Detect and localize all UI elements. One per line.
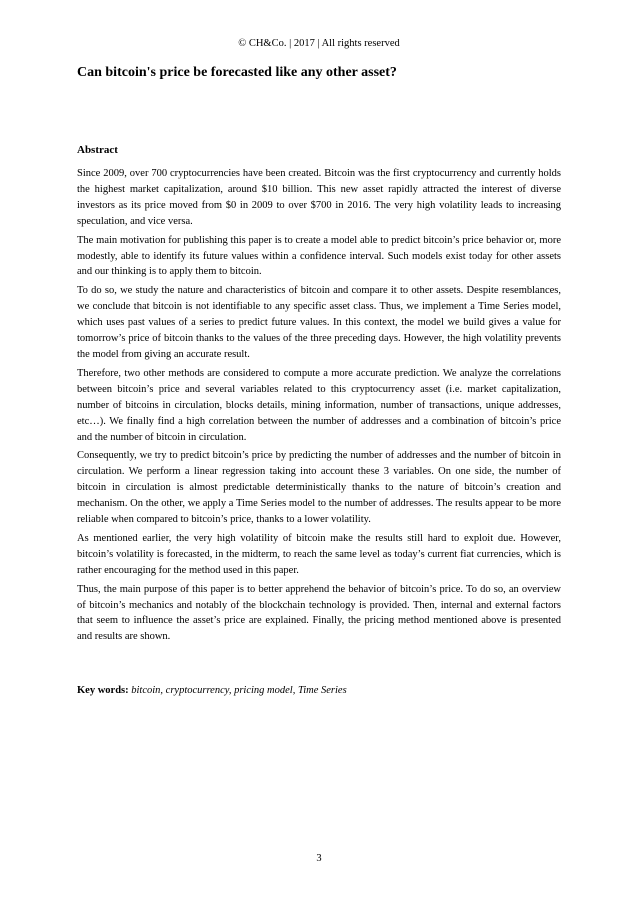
abstract-paragraph: Thus, the main purpose of this paper is to better apprehend the behavior of bitcoin’s price. To do so, an overview of bitcoin’s mechanics and notably of the blockchain technology is provided. Then, internal and external factors that seem to influence the asset’s price are explained. Finally, the pricing method mentioned above is presented and results are shown.	[77, 583, 561, 643]
abstract-body	[77, 166, 561, 648]
abstract-paragraph: As mentioned earlier, the very high volatility of bitcoin make the results still hard to exploit due. However, bitcoin’s volatility is forecasted, in the midterm, to reach the same level as today’s current fiat currencies, which is rather encouraging for the method used in this paper.	[77, 532, 561, 576]
abstract-paragraph: Consequently, we try to predict bitcoin’s price by predicting the number of addresses and the number of bitcoin in circulation. We perform a linear regression taking into account these 3 variables. On one side, the number of bitcoin in circulation is almost predictable deterministically thanks to the nature of bitcoin’s creation and mechanism. On the other, we apply a Time Series model to the number of addresses. The results appear to be more reliable when compared to bitcoin’s price, thanks to a lower volatility.	[77, 450, 561, 526]
abstract-paragraph: Since 2009, over 700 cryptocurrencies have been created. Bitcoin was the first cryptocurrency and currently holds the highest market capitalization, around $10 billion. This new asset rapidly attracted the interest of diverse investors as its price moved from $0 in 2009 to over $700 in 2016. The very high volatility leads to increasing speculation, and vice versa.	[77, 168, 561, 227]
abstract-paragraph: To do so, we study the nature and characteristics of bitcoin and compare it to other assets. Despite resemblances, we conclude that bitcoin is not identifiable to any specific asset class. Thus, we implement a Time Series model, which uses past values of a series to predict future values. In this context, the model we build gives a value for tomorrow’s price of bitcoin thanks to the values of the three preceding days. However, the high volatility prevents the model from giving an accurate result.	[77, 285, 561, 360]
running-header: © CH&Co. | 2017 | All rights reserved	[238, 38, 400, 49]
keywords-label: Key words:	[77, 685, 129, 696]
abstract-heading: Abstract	[77, 144, 118, 156]
keywords-line	[77, 684, 561, 698]
page-number: 3	[316, 853, 322, 864]
abstract-paragraph: Therefore, two other methods are considered to compute a more accurate prediction. We analyze the correlations between bitcoin’s price and several variables related to this cryptocurrency asset (i.e. market capitalization, number of bitcoins in circulation, blocks details, mining information, number of transactions, unique addresses, etc…). We finally find a high correlation between the number of addresses and a combination of bitcoin’s price and the number of bitcoin in circulation.	[77, 367, 561, 443]
abstract-paragraph: The main motivation for publishing this paper is to create a model able to predict bitcoin’s price behavior or, more modestly, able to identify its future values within a confidence interval. Such models exist today for other assets and our thinking is to apply them to bitcoin.	[77, 234, 561, 278]
keywords-values: bitcoin, cryptocurrency, pricing model, Time Series	[131, 685, 347, 696]
paper-title: Can bitcoin's price be forecasted like any other asset?	[77, 65, 397, 80]
